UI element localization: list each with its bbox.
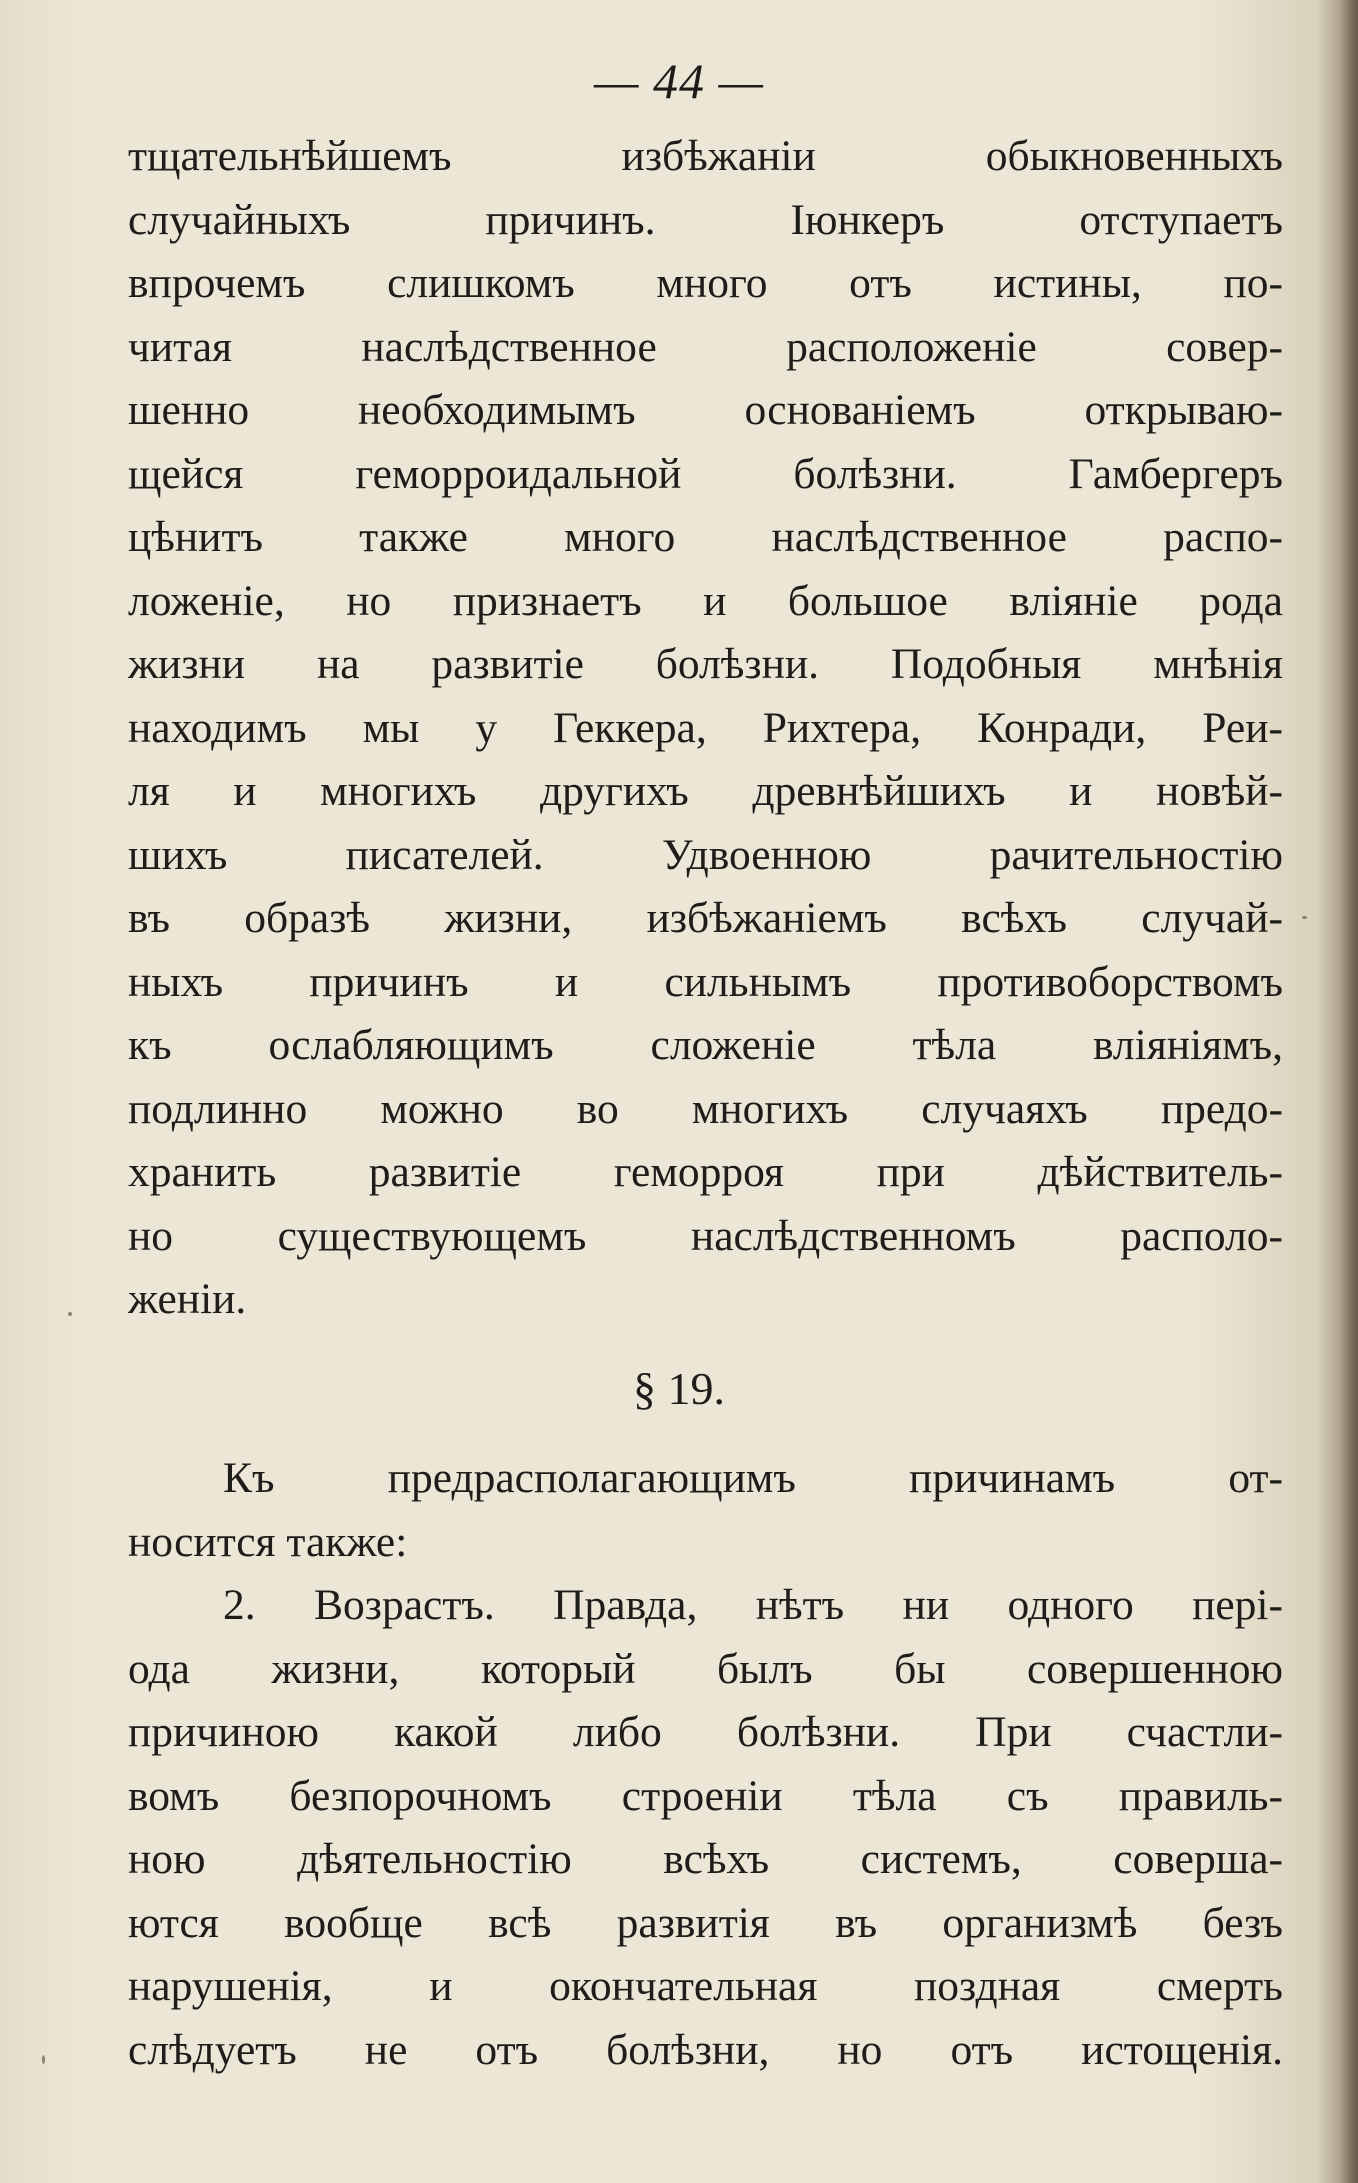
text-line: жизни на развитіе болѣзни. Подобныя мнѣнія — [128, 640, 1283, 688]
text-line: Къ предрасполагающимъ причинамъ от- — [223, 1454, 1283, 1502]
text-line: впрочемъ слишкомъ много отъ истины, по- — [128, 259, 1283, 307]
text-line: ода жизни, который былъ бы совершенною — [128, 1644, 1283, 1693]
text-line: къ ослабляющимъ сложеніе тѣла вліяніямъ, — [128, 1021, 1283, 1069]
text-line: ныхъ причинъ и сильнымъ противоборствомъ — [128, 957, 1283, 1006]
text-line: хранить развитіе геморроя при дѣйствитель- — [128, 1148, 1283, 1196]
text-line: шенно необходимымъ основаніемъ открываю- — [128, 386, 1283, 434]
text-line: ля и многихъ другихъ древнѣйшихъ и новѣй- — [128, 767, 1283, 815]
page-number: — 44 — — [594, 53, 764, 109]
text-line: носится также: — [128, 1517, 408, 1566]
paragraph-age — [128, 1574, 1283, 2082]
text-line: подлинно можно во многихъ случаяхъ предо- — [128, 1084, 1283, 1133]
text-line: цѣнитъ также много наслѣдственное распо- — [128, 513, 1283, 561]
text-line: читая наслѣдственное расположеніе совер- — [128, 322, 1283, 371]
text-line: но существующемъ наслѣдственномъ располо- — [128, 1211, 1283, 1260]
text-line: ною дѣятельностію всѣхъ системъ, соверша- — [128, 1835, 1283, 1883]
paragraph-continued — [128, 125, 1283, 1332]
text-line: ются вообще всѣ развитія въ организмѣ безъ — [128, 1898, 1283, 1947]
text-line: причиною какой либо болѣзни. При счастли- — [128, 1708, 1283, 1756]
paragraph-predisposing-causes — [128, 1447, 1283, 1574]
text-line: вомъ безпорочномъ строеніи тѣла съ правиль- — [128, 1771, 1283, 1820]
section-heading: § 19. — [633, 1363, 725, 1414]
print-speck — [68, 1312, 72, 1316]
text-line: находимъ мы у Геккера, Рихтера, Конради, Реи- — [128, 703, 1283, 752]
print-speck — [1302, 916, 1307, 919]
text-line: случайныхъ причинъ. Іюнкеръ отступаетъ — [128, 195, 1283, 244]
text-line: въ образѣ жизни, избѣжаніемъ всѣхъ случай- — [128, 894, 1283, 942]
text-line: 2. Возрастъ. Правда, нѣтъ ни одного пері- — [223, 1581, 1283, 1629]
text-line: шихъ писателей. Удвоенною рачительностію — [128, 830, 1283, 879]
text-line: щейся геморроидальной болѣзни. Гамбергеръ — [128, 449, 1283, 498]
text-line: слѣдуетъ не отъ болѣзни, но отъ истощенія. — [128, 2025, 1283, 2074]
text-line: ложеніе, но признаетъ и большое вліяніе рода — [128, 576, 1283, 625]
print-speck — [42, 2055, 45, 2064]
text-line: нарушенія, и окончательная поздная смерть — [128, 1962, 1283, 2010]
text-line: женіи. — [128, 1275, 247, 1323]
page-binding-shadow — [1340, 0, 1358, 2183]
text-line: тщательнѣйшемъ избѣжаніи обыкновенныхъ — [128, 132, 1283, 180]
